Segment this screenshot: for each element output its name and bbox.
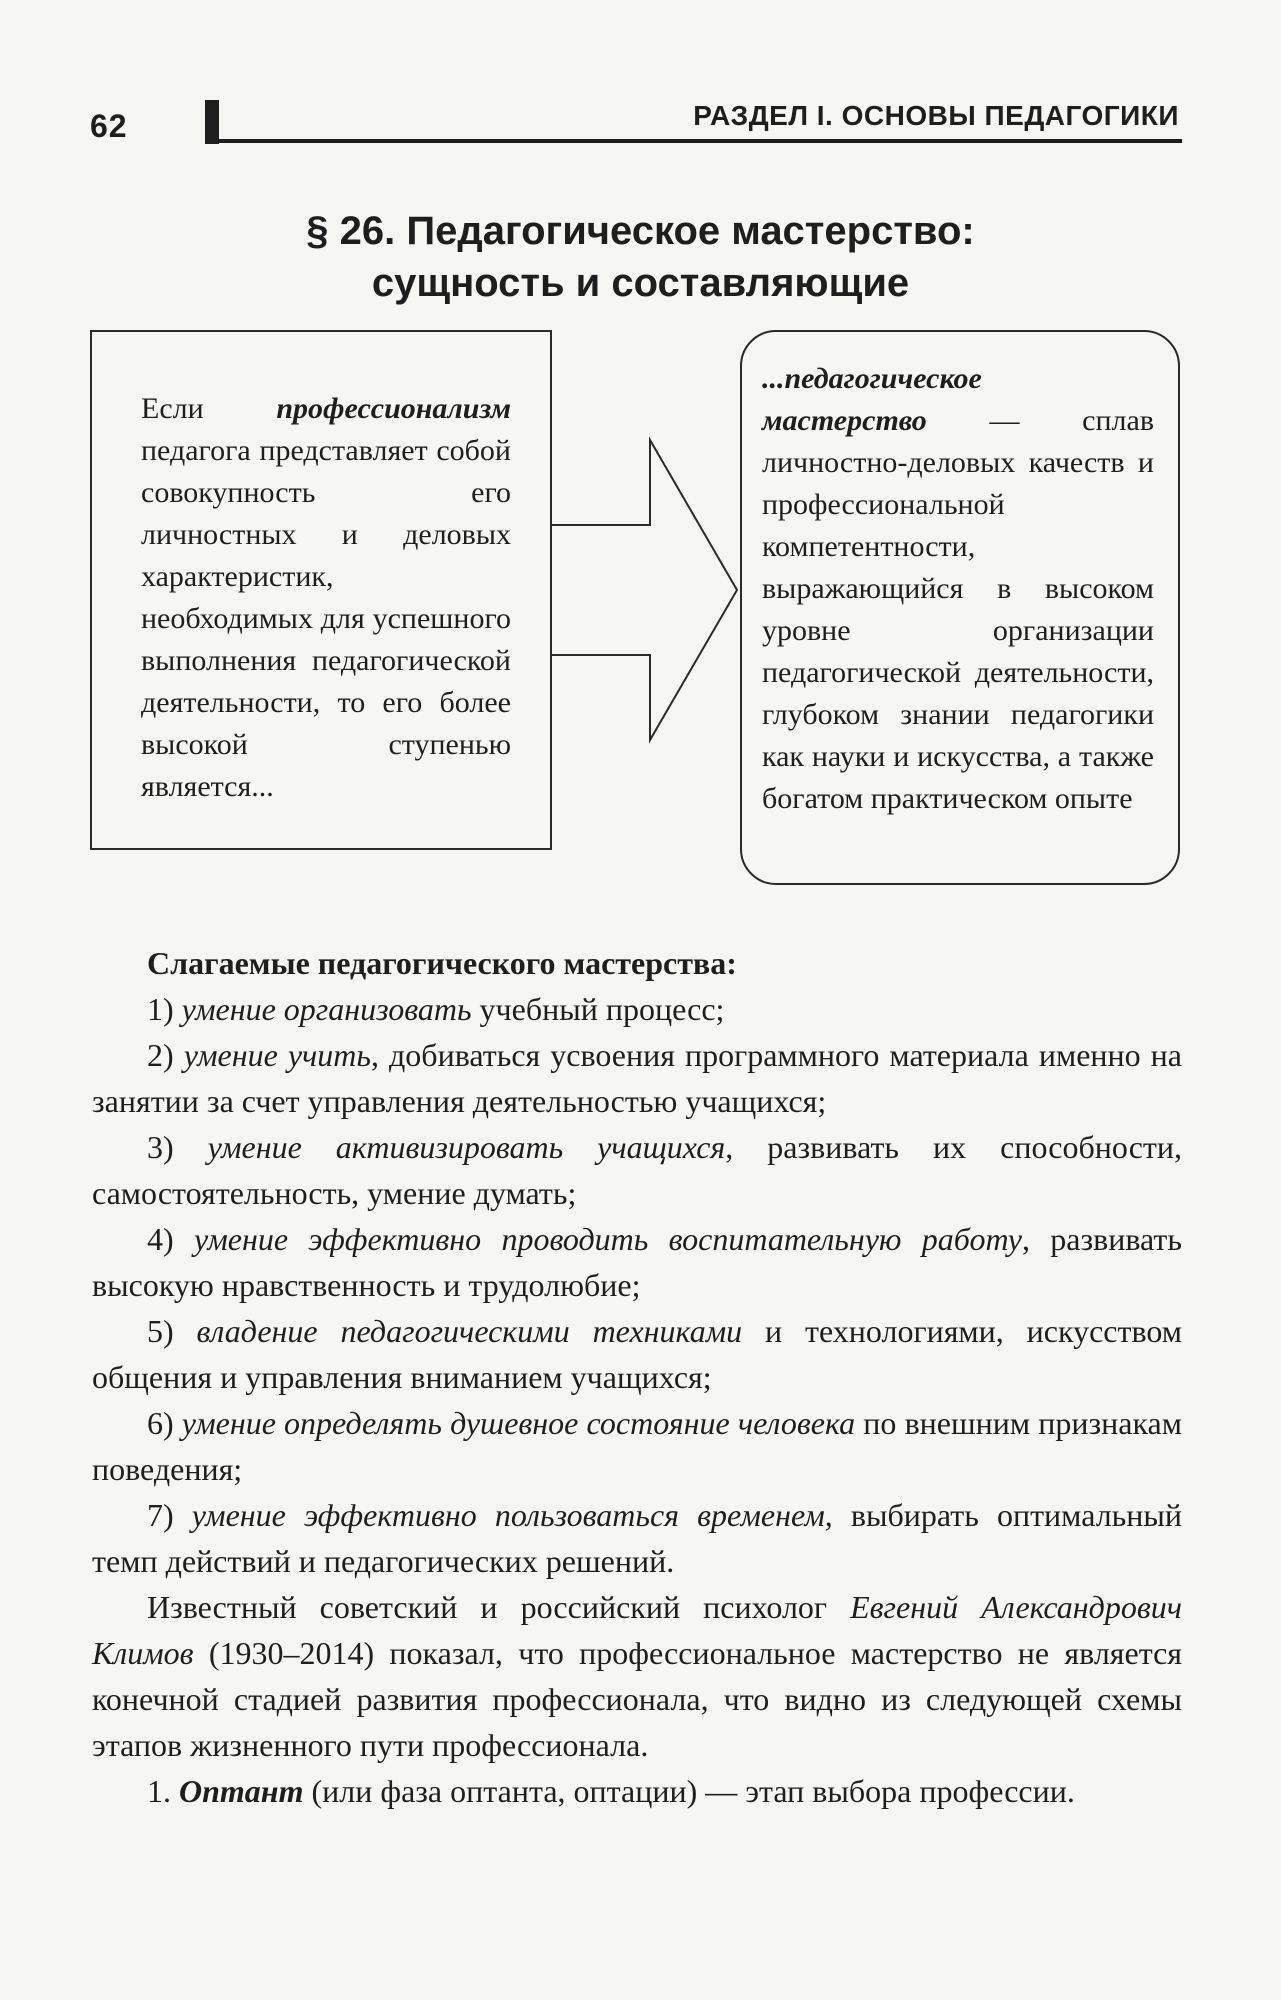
components-heading: Слагаемые педагогического мастерства: (147, 945, 737, 981)
left-definition-text: Если профессионализм педагога представляет собой совокупность его личностных и деловых характеристик, необходимых для успешного выполнения педагогической деятельности, то его более высокой ступенью является... (141, 392, 511, 803)
section-title-line2: сущность и составляющие (371, 261, 910, 305)
main-text (92, 940, 1182, 1814)
right-definition-text: ...педагогическое мастерство — сплав личностно-деловых качеств и профессиональной компетентности, выражающийся в высоком уровне организации педагогической деятельности, глубоком знании педагогики как науки и искусства, а также богатом практическом опыте (762, 362, 1154, 815)
stage-1-paragraph: 1. Оптант (или фаза оптанта, оптации) — этап выбора профессии. (147, 1773, 1075, 1809)
list-item: 2) умение учить, добиваться усвоения программного материала именно на занятии за счет управления деятельностью учащихся; (92, 1037, 1182, 1119)
klimov-paragraph: Известный советский и российский психолог Евгений Александрович Климов (1930–2014) показал, что профессиональное мастерство не является конечной стадией развития профессионала, что видно из следующей схемы этапов жизненного пути профессионала. (92, 1589, 1183, 1763)
arrow-shape (552, 440, 737, 740)
page-number: 62 (90, 108, 128, 144)
list-item: 4) умение эффективно проводить воспитательную работу, развивать высокую нравственность и трудолюбие; (92, 1221, 1183, 1303)
list-item: 1) умение организовать учебный процесс; (147, 991, 725, 1027)
section-title-line1: § 26. Педагогическое мастерство: (306, 209, 975, 253)
running-head: РАЗДЕЛ I. ОСНОВЫ ПЕДАГОГИКИ (693, 100, 1179, 131)
list-item: 3) умение активизировать учащихся, развивать их способности, самостоятельность, умение думать; (92, 1129, 1183, 1211)
list-item: 7) умение эффективно пользоваться временем, выбирать оптимальный темп действий и педагогических решений. (92, 1497, 1183, 1579)
list-item: 5) владение педагогическими техниками и технологиями, искусством общения и управления вниманием учащихся; (92, 1313, 1183, 1395)
list-item: 6) умение определять душевное состояние человека по внешним признакам поведения; (92, 1405, 1183, 1487)
